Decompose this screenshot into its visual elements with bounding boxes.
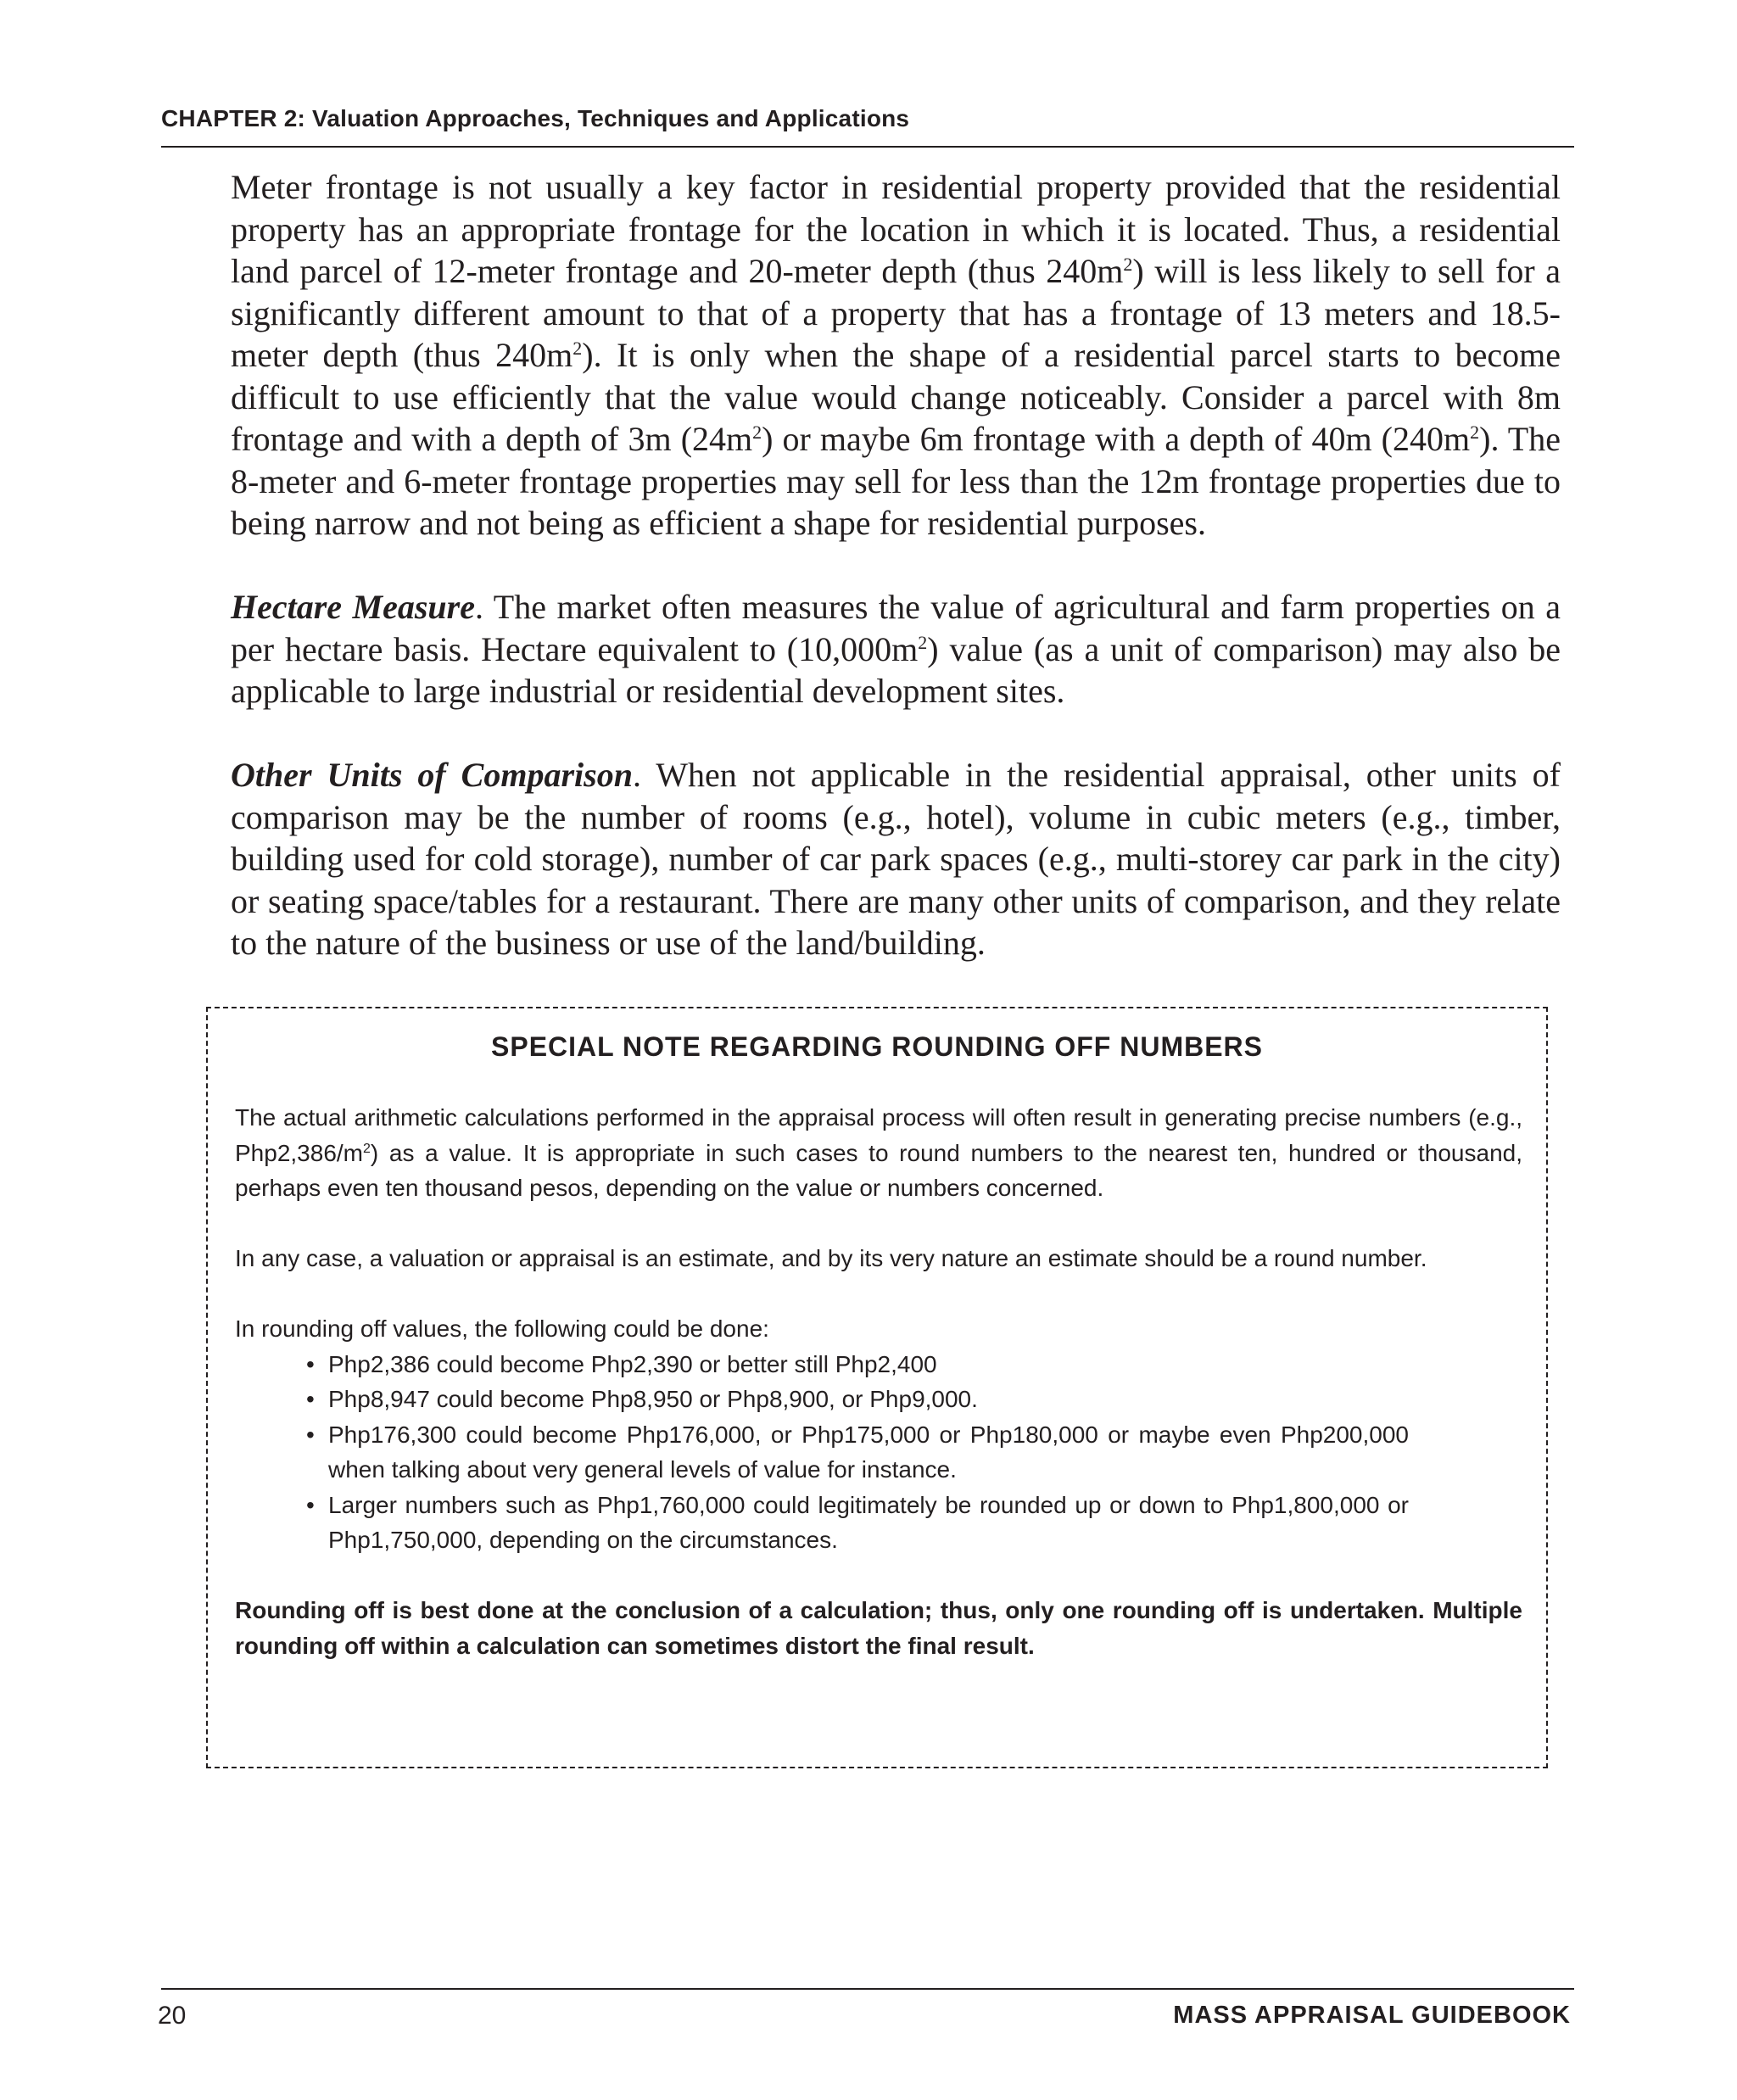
heading-other-units: Other Units of Comparison [231, 756, 633, 794]
paragraph-hectare-measure: Hectare Measure. The market often measures the value of agricultural and farm properties on a per hectare basis. Hectare equivalent to $(10,000m^2)$ value (as a unit of comparison) may also be applicable to large industrial or residential development sites. [231, 588, 1561, 710]
special-note-title: SPECIAL NOTE REGARDING ROUNDING OFF NUMBERS [491, 1031, 1263, 1062]
list-item: • Php176,300 could become Php176,000, or Php175,000 or Php180,000 or maybe even Php200,000 when talking about very general levels of value for instance. [303, 1417, 1409, 1488]
paragraph-other-units: Other Units of Comparison. When not applicable in the residential appraisal, other units of comparison may be the number of rooms (e.g., hotel), volume in cubic meters (e.g., timber, building used for cold storage), number of car park spaces (e.g., multi-storey car park in the city) or seating space/tables for a restaurant. There are many other units of comparison, and they relate to the nature of the business or use of the land/building. [231, 756, 1561, 962]
list-item: • Larger numbers such as Php1,760,000 could legitimately be rounded up or down to Php1,800,000 or Php1,750,000, depending on the circumstances. [303, 1488, 1409, 1558]
special-note-box [206, 1007, 1548, 1768]
footer-divider [161, 1988, 1574, 1990]
chapter-header: CHAPTER 2: Valuation Approaches, Techniques and Applications [161, 105, 910, 131]
heading-hectare-measure: Hectare Measure [231, 588, 475, 626]
special-note-content [235, 1100, 1522, 1699]
list-item: • Php8,947 could become Php8,950 or Php8,900, or Php9,000. [303, 1382, 1409, 1417]
note-paragraph: In rounding off values, the following could be done: [235, 1315, 769, 1342]
main-text [231, 166, 1561, 1006]
page-number: 20 [158, 2002, 187, 2030]
rounding-examples-list [235, 1347, 1409, 1558]
book-title: MASS APPRAISAL GUIDEBOOK [1173, 2002, 1571, 2029]
note-paragraph: In any case, a valuation or appraisal is an estimate, and by its very nature an estimate should be a round number. [235, 1245, 1427, 1271]
list-item: • Php2,386 could become Php2,390 or better still Php2,400 [303, 1347, 1409, 1382]
note-paragraph: The actual arithmetic calculations performed in the appraisal process will often result in generating precise numbers (e.g., $Php2,386/m^2$) as a value. It is appropriate in such cases to round numbers to the nearest ten, hundred or thousand, perhaps even ten thousand pesos, depending on the value or numbers concerned. [235, 1104, 1522, 1201]
header-divider [161, 146, 1574, 148]
note-conclusion: Rounding off is best done at the conclusion of a calculation; thus, only one rounding off is undertaken. Multiple rounding off within a calculation can sometimes distort the final result. [235, 1597, 1522, 1659]
paragraph-meter-frontage: Meter frontage is not usually a key factor in residential property provided that the residential property has an appropriate frontage for the location in which it is located. Thus, a residential land parcel of 12-meter frontage and 20-meter depth (thus $240m^2$) will is less likely to sell for a significantly different amount to that of a property that has a frontage of 13 meters and 18.5-meter depth (thus $240m^2$). It is only when the shape of a residential parcel starts to become difficult to use efficiently that the value would change noticeably. Consider a parcel with 8m frontage and with a depth of 3m $(24m^2)$ or maybe 6m frontage with a depth of 40m $(240m^2)$. The 8-meter and 6-meter frontage properties may sell for less than the 12m frontage properties due to being narrow and not being as efficient a shape for residential purposes. [231, 168, 1561, 542]
